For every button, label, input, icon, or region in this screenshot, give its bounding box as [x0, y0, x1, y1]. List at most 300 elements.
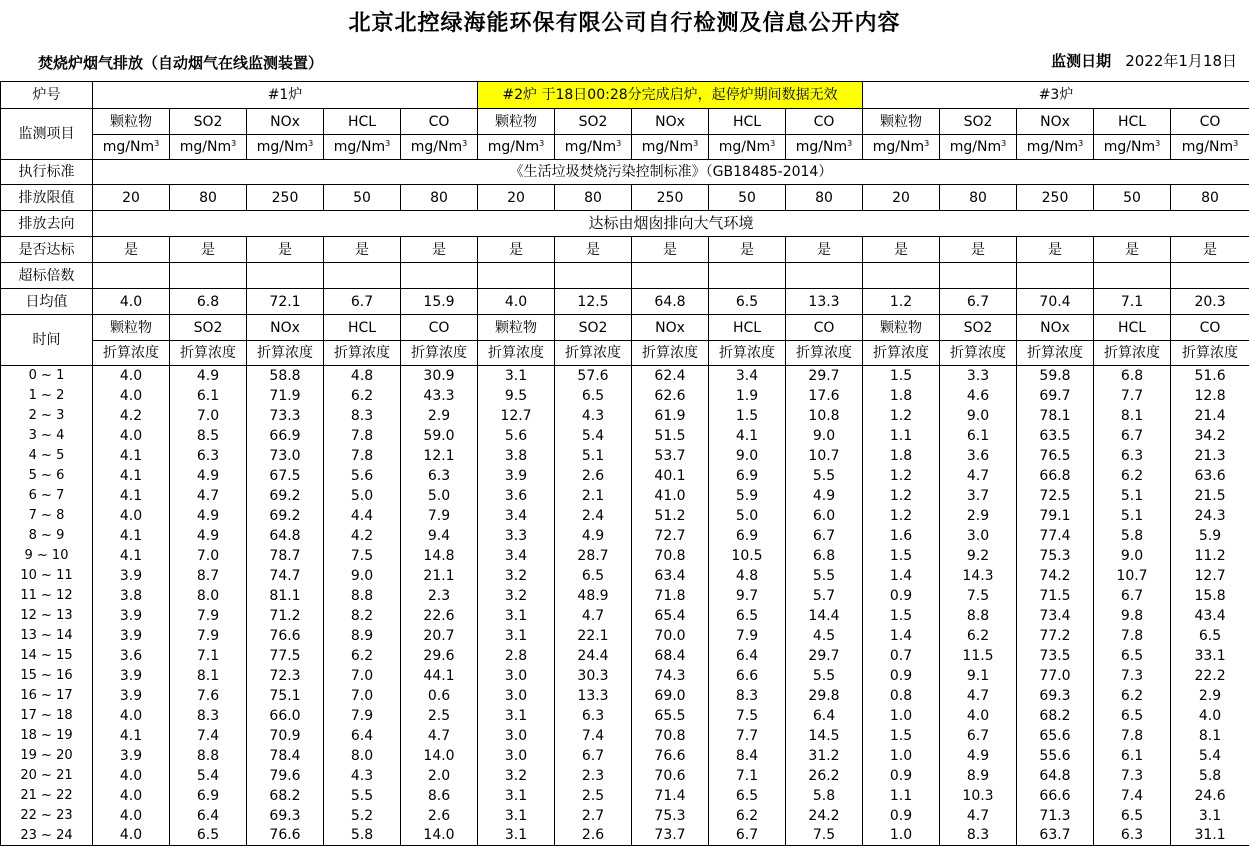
time-cell: 23 ~ 24	[1, 826, 93, 846]
value-cell: 6.5	[1094, 806, 1171, 826]
value-cell: 4.9	[555, 526, 632, 546]
time-cell: 18 ~ 19	[1, 726, 93, 746]
pollutant-header: 颗粒物	[93, 109, 170, 135]
value-cell: 1.2	[863, 506, 940, 526]
exceed-value	[940, 263, 1017, 289]
value-cell: 6.9	[709, 526, 786, 546]
value-cell: 6.3	[555, 706, 632, 726]
time-cell: 16 ~ 17	[1, 686, 93, 706]
pollutant-header: CO	[401, 109, 478, 135]
limit-value: 250	[1017, 185, 1094, 211]
value-cell: 4.7	[940, 466, 1017, 486]
value-cell: 58.8	[247, 366, 324, 386]
value-cell: 66.9	[247, 426, 324, 446]
value-cell: 11.2	[1171, 546, 1249, 566]
value-cell: 4.0	[93, 766, 170, 786]
value-cell: 4.7	[170, 486, 247, 506]
table-row	[1, 766, 1249, 786]
dest-row	[1, 211, 1249, 237]
standard-label: 执行标准	[1, 160, 93, 185]
converted-label: 折算浓度	[786, 341, 863, 366]
converted-label: 折算浓度	[709, 341, 786, 366]
unit-text: mg/Nm	[1181, 139, 1234, 155]
table-row	[1, 606, 1249, 626]
value-cell: 7.9	[170, 626, 247, 646]
value-cell: 22.1	[555, 626, 632, 646]
pollutant-header: 颗粒物	[863, 109, 940, 135]
value-cell: 15.8	[1171, 586, 1249, 606]
value-cell: 55.6	[1017, 746, 1094, 766]
value-cell: 6.2	[940, 626, 1017, 646]
time-cell: 8 ~ 9	[1, 526, 93, 546]
value-cell: 2.6	[555, 466, 632, 486]
compliance-value: 是	[940, 237, 1017, 263]
value-cell: 1.9	[709, 386, 786, 406]
value-cell: 6.4	[786, 706, 863, 726]
daily-avg-row	[1, 289, 1249, 315]
exceed-value	[1017, 263, 1094, 289]
value-cell: 8.0	[170, 586, 247, 606]
limit-value: 20	[478, 185, 555, 211]
time-cell: 0 ~ 1	[1, 366, 93, 386]
value-cell: 3.9	[93, 746, 170, 766]
value-cell: 65.6	[1017, 726, 1094, 746]
table-row	[1, 706, 1249, 726]
value-cell: 9.1	[940, 666, 1017, 686]
value-cell: 6.7	[940, 726, 1017, 746]
value-cell: 63.6	[1171, 466, 1249, 486]
unit-cell	[786, 135, 863, 160]
value-cell: 5.1	[1094, 506, 1171, 526]
value-cell: 14.3	[940, 566, 1017, 586]
value-cell: 2.7	[555, 806, 632, 826]
value-cell: 4.5	[786, 626, 863, 646]
pollutant-header: SO2	[940, 315, 1017, 341]
pollutant-header: SO2	[555, 315, 632, 341]
value-cell: 70.8	[632, 726, 709, 746]
furnace-label: 炉号	[1, 82, 93, 109]
value-cell: 1.2	[863, 406, 940, 426]
unit-row	[1, 135, 1249, 160]
value-cell: 3.6	[478, 486, 555, 506]
standard-row	[1, 160, 1249, 185]
value-cell: 17.6	[786, 386, 863, 406]
value-cell: 1.2	[863, 466, 940, 486]
value-cell: 64.8	[247, 526, 324, 546]
value-cell: 57.6	[555, 366, 632, 386]
value-cell: 71.5	[1017, 586, 1094, 606]
value-cell: 7.5	[324, 546, 401, 566]
value-cell: 1.5	[863, 546, 940, 566]
value-cell: 7.3	[1094, 766, 1171, 786]
value-cell: 9.7	[709, 586, 786, 606]
value-cell: 5.6	[324, 466, 401, 486]
value-cell: 4.4	[324, 506, 401, 526]
unit-superscript: 3	[693, 139, 699, 148]
pollutant-header: 颗粒物	[478, 315, 555, 341]
daily-label: 日均值	[1, 289, 93, 315]
unit-cell	[555, 135, 632, 160]
value-cell: 1.5	[709, 406, 786, 426]
unit-text: mg/Nm	[795, 139, 848, 155]
converted-label: 折算浓度	[1017, 341, 1094, 366]
value-cell: 3.3	[478, 526, 555, 546]
value-cell: 14.0	[401, 826, 478, 846]
pollutant-header: HCL	[1094, 315, 1171, 341]
pollutant-header: HCL	[324, 315, 401, 341]
value-cell: 6.2	[324, 386, 401, 406]
value-cell: 5.5	[786, 466, 863, 486]
value-cell: 73.0	[247, 446, 324, 466]
value-cell: 2.9	[940, 506, 1017, 526]
value-cell: 6.7	[555, 746, 632, 766]
value-cell: 6.2	[324, 646, 401, 666]
time-cell: 3 ~ 4	[1, 426, 93, 446]
value-cell: 5.0	[709, 506, 786, 526]
value-cell: 9.0	[786, 426, 863, 446]
compliance-label: 是否达标	[1, 237, 93, 263]
value-cell: 79.6	[247, 766, 324, 786]
converted-label: 折算浓度	[401, 341, 478, 366]
time-cell: 9 ~ 10	[1, 546, 93, 566]
unit-text: mg/Nm	[102, 139, 155, 155]
value-cell: 65.4	[632, 606, 709, 626]
value-cell: 14.5	[786, 726, 863, 746]
value-cell: 4.0	[93, 426, 170, 446]
pollutant-header: SO2	[940, 109, 1017, 135]
value-cell: 72.3	[247, 666, 324, 686]
time-cell: 14 ~ 15	[1, 646, 93, 666]
date-label: 监测日期	[1051, 52, 1112, 70]
date-value: 2022年1月18日	[1125, 52, 1237, 70]
value-cell: 8.1	[1171, 726, 1249, 746]
unit-text: mg/Nm	[410, 139, 463, 155]
limit-value: 80	[786, 185, 863, 211]
value-cell: 61.9	[632, 406, 709, 426]
value-cell: 3.9	[93, 686, 170, 706]
value-cell: 1.5	[863, 366, 940, 386]
value-cell: 24.6	[1171, 786, 1249, 806]
value-cell: 70.0	[632, 626, 709, 646]
unit-superscript: 3	[539, 139, 545, 148]
value-cell: 29.6	[401, 646, 478, 666]
value-cell: 7.3	[1094, 666, 1171, 686]
converted-label: 折算浓度	[247, 341, 324, 366]
value-cell: 3.1	[1171, 806, 1249, 826]
value-cell: 63.7	[1017, 826, 1094, 846]
table-row	[1, 386, 1249, 406]
converted-label: 折算浓度	[170, 341, 247, 366]
value-cell: 8.2	[324, 606, 401, 626]
time-cell: 6 ~ 7	[1, 486, 93, 506]
value-cell: 1.1	[863, 426, 940, 446]
value-cell: 69.2	[247, 486, 324, 506]
exceed-value	[786, 263, 863, 289]
time-cell: 22 ~ 23	[1, 806, 93, 826]
value-cell: 4.3	[324, 766, 401, 786]
value-cell: 3.0	[478, 686, 555, 706]
value-cell: 9.0	[324, 566, 401, 586]
unit-superscript: 3	[770, 139, 776, 148]
value-cell: 79.1	[1017, 506, 1094, 526]
limit-value: 80	[555, 185, 632, 211]
value-cell: 3.9	[478, 466, 555, 486]
value-cell: 7.7	[1094, 386, 1171, 406]
exceed-value	[863, 263, 940, 289]
value-cell: 8.0	[324, 746, 401, 766]
value-cell: 3.0	[940, 526, 1017, 546]
value-cell: 68.2	[1017, 706, 1094, 726]
limit-label: 排放限值	[1, 185, 93, 211]
value-cell: 6.1	[1094, 746, 1171, 766]
monitor-date	[1051, 50, 1237, 71]
standard-value: 《生活垃圾焚烧污染控制标准》（GB18485-2014）	[93, 160, 1249, 185]
limit-value: 20	[863, 185, 940, 211]
time-cell: 15 ~ 16	[1, 666, 93, 686]
value-cell: 4.2	[324, 526, 401, 546]
unit-superscript: 3	[308, 139, 314, 148]
value-cell: 69.3	[1017, 686, 1094, 706]
value-cell: 76.6	[247, 826, 324, 846]
pollutant-header: NOx	[1017, 109, 1094, 135]
daily-avg-value: 72.1	[247, 289, 324, 315]
value-cell: 78.7	[247, 546, 324, 566]
value-cell: 8.9	[940, 766, 1017, 786]
value-cell: 71.8	[632, 586, 709, 606]
value-cell: 5.1	[555, 446, 632, 466]
value-cell: 4.7	[401, 726, 478, 746]
value-cell: 71.2	[247, 606, 324, 626]
furnace-row	[1, 82, 1249, 109]
value-cell: 6.2	[709, 806, 786, 826]
value-cell: 74.2	[1017, 566, 1094, 586]
time-cell: 21 ~ 22	[1, 786, 93, 806]
limit-value: 80	[940, 185, 1017, 211]
value-cell: 3.2	[478, 566, 555, 586]
value-cell: 12.8	[1171, 386, 1249, 406]
value-cell: 24.3	[1171, 506, 1249, 526]
time-cell: 13 ~ 14	[1, 626, 93, 646]
value-cell: 21.3	[1171, 446, 1249, 466]
value-cell: 22.2	[1171, 666, 1249, 686]
value-cell: 6.5	[709, 606, 786, 626]
pollutant-header: SO2	[170, 109, 247, 135]
converted-label: 折算浓度	[863, 341, 940, 366]
table-subtitle: 焚烧炉烟气排放（自动烟气在线监测装置）	[38, 54, 324, 72]
value-cell: 53.7	[632, 446, 709, 466]
compliance-value: 是	[93, 237, 170, 263]
value-cell: 22.6	[401, 606, 478, 626]
table-row	[1, 786, 1249, 806]
value-cell: 3.3	[940, 366, 1017, 386]
exceed-value	[555, 263, 632, 289]
table-row	[1, 446, 1249, 466]
time-cell: 11 ~ 12	[1, 586, 93, 606]
pollutant-header: NOx	[632, 315, 709, 341]
daily-avg-value: 1.2	[863, 289, 940, 315]
value-cell: 6.7	[709, 826, 786, 846]
pollutant-header: NOx	[1017, 315, 1094, 341]
value-cell: 3.1	[478, 606, 555, 626]
unit-cell	[940, 135, 1017, 160]
table-row	[1, 746, 1249, 766]
pollutant-header: CO	[786, 109, 863, 135]
value-cell: 51.2	[632, 506, 709, 526]
value-cell: 9.0	[1094, 546, 1171, 566]
value-cell: 7.4	[170, 726, 247, 746]
limit-value: 80	[401, 185, 478, 211]
value-cell: 0.9	[863, 806, 940, 826]
limit-value: 50	[709, 185, 786, 211]
dest-value: 达标由烟囱排向大气环境	[93, 211, 1249, 237]
value-cell: 7.8	[324, 446, 401, 466]
value-cell: 3.1	[478, 626, 555, 646]
value-cell: 78.1	[1017, 406, 1094, 426]
value-cell: 63.5	[1017, 426, 1094, 446]
value-cell: 8.3	[170, 706, 247, 726]
time-cell: 20 ~ 21	[1, 766, 93, 786]
value-cell: 44.1	[401, 666, 478, 686]
pollutant-header: CO	[786, 315, 863, 341]
unit-cell	[1094, 135, 1171, 160]
value-cell: 6.3	[1094, 446, 1171, 466]
value-cell: 3.0	[478, 746, 555, 766]
daily-avg-value: 4.0	[478, 289, 555, 315]
unit-cell	[170, 135, 247, 160]
value-cell: 3.4	[478, 506, 555, 526]
value-cell: 72.5	[1017, 486, 1094, 506]
value-cell: 7.0	[170, 546, 247, 566]
table-row	[1, 526, 1249, 546]
pollutant-header: HCL	[709, 315, 786, 341]
exceed-value	[632, 263, 709, 289]
exceed-value	[170, 263, 247, 289]
compliance-row	[1, 237, 1249, 263]
value-cell: 72.7	[632, 526, 709, 546]
value-cell: 7.9	[170, 606, 247, 626]
value-cell: 14.8	[401, 546, 478, 566]
value-cell: 29.8	[786, 686, 863, 706]
limit-value: 50	[324, 185, 401, 211]
value-cell: 3.1	[478, 706, 555, 726]
value-cell: 3.2	[478, 586, 555, 606]
value-cell: 21.4	[1171, 406, 1249, 426]
value-cell: 5.0	[401, 486, 478, 506]
value-cell: 8.8	[940, 606, 1017, 626]
value-cell: 73.4	[1017, 606, 1094, 626]
daily-avg-value: 15.9	[401, 289, 478, 315]
table-row	[1, 626, 1249, 646]
value-cell: 6.8	[786, 546, 863, 566]
value-cell: 6.7	[1094, 426, 1171, 446]
value-cell: 10.5	[709, 546, 786, 566]
value-cell: 4.1	[93, 526, 170, 546]
value-cell: 11.5	[940, 646, 1017, 666]
value-cell: 30.9	[401, 366, 478, 386]
time-cell: 5 ~ 6	[1, 466, 93, 486]
limit-row	[1, 185, 1249, 211]
value-cell: 4.0	[93, 806, 170, 826]
value-cell: 7.9	[401, 506, 478, 526]
value-cell: 0.9	[863, 586, 940, 606]
unit-text: mg/Nm	[487, 139, 540, 155]
exceed-value	[478, 263, 555, 289]
value-cell: 2.5	[555, 786, 632, 806]
unit-superscript: 3	[1233, 139, 1239, 148]
unit-text: mg/Nm	[641, 139, 694, 155]
value-cell: 3.2	[478, 766, 555, 786]
time-cell: 17 ~ 18	[1, 706, 93, 726]
value-cell: 10.3	[940, 786, 1017, 806]
value-cell: 70.9	[247, 726, 324, 746]
time-cell: 19 ~ 20	[1, 746, 93, 766]
value-cell: 9.0	[940, 406, 1017, 426]
value-cell: 6.5	[170, 826, 247, 846]
value-cell: 7.9	[709, 626, 786, 646]
daily-avg-value: 20.3	[1171, 289, 1249, 315]
value-cell: 3.6	[93, 646, 170, 666]
time-cell: 10 ~ 11	[1, 566, 93, 586]
value-cell: 6.4	[324, 726, 401, 746]
unit-cell	[401, 135, 478, 160]
unit-superscript: 3	[462, 139, 468, 148]
value-cell: 4.2	[93, 406, 170, 426]
value-cell: 9.0	[709, 446, 786, 466]
value-cell: 7.1	[170, 646, 247, 666]
compliance-value: 是	[863, 237, 940, 263]
value-cell: 10.8	[786, 406, 863, 426]
value-cell: 4.6	[940, 386, 1017, 406]
value-cell: 8.4	[709, 746, 786, 766]
value-cell: 6.5	[709, 786, 786, 806]
limit-value: 250	[247, 185, 324, 211]
unit-cell	[93, 135, 170, 160]
value-cell: 66.0	[247, 706, 324, 726]
value-cell: 6.5	[1094, 646, 1171, 666]
value-cell: 8.5	[170, 426, 247, 446]
daily-avg-value: 13.3	[786, 289, 863, 315]
converted-label: 折算浓度	[478, 341, 555, 366]
value-cell: 12.7	[1171, 566, 1249, 586]
value-cell: 5.5	[786, 566, 863, 586]
daily-avg-value: 70.4	[1017, 289, 1094, 315]
limit-value: 20	[93, 185, 170, 211]
unit-text: mg/Nm	[179, 139, 232, 155]
value-cell: 8.6	[401, 786, 478, 806]
value-cell: 3.4	[709, 366, 786, 386]
value-cell: 5.6	[478, 426, 555, 446]
pollutant-header: NOx	[632, 109, 709, 135]
value-cell: 71.3	[1017, 806, 1094, 826]
value-cell: 7.9	[324, 706, 401, 726]
exceed-value	[1171, 263, 1249, 289]
value-cell: 6.3	[1094, 826, 1171, 846]
table-row	[1, 506, 1249, 526]
value-cell: 75.3	[632, 806, 709, 826]
page-title: 北京北控绿海能环保有限公司自行检测及信息公开内容	[348, 11, 901, 36]
unit-cell	[247, 135, 324, 160]
value-cell: 9.8	[1094, 606, 1171, 626]
table-row	[1, 406, 1249, 426]
value-cell: 8.3	[709, 686, 786, 706]
value-cell: 68.2	[247, 786, 324, 806]
value-cell: 5.9	[1171, 526, 1249, 546]
furnace-1-header: #1炉	[93, 82, 478, 109]
value-cell: 76.6	[632, 746, 709, 766]
value-cell: 4.7	[940, 686, 1017, 706]
compliance-value: 是	[478, 237, 555, 263]
value-cell: 51.5	[632, 426, 709, 446]
